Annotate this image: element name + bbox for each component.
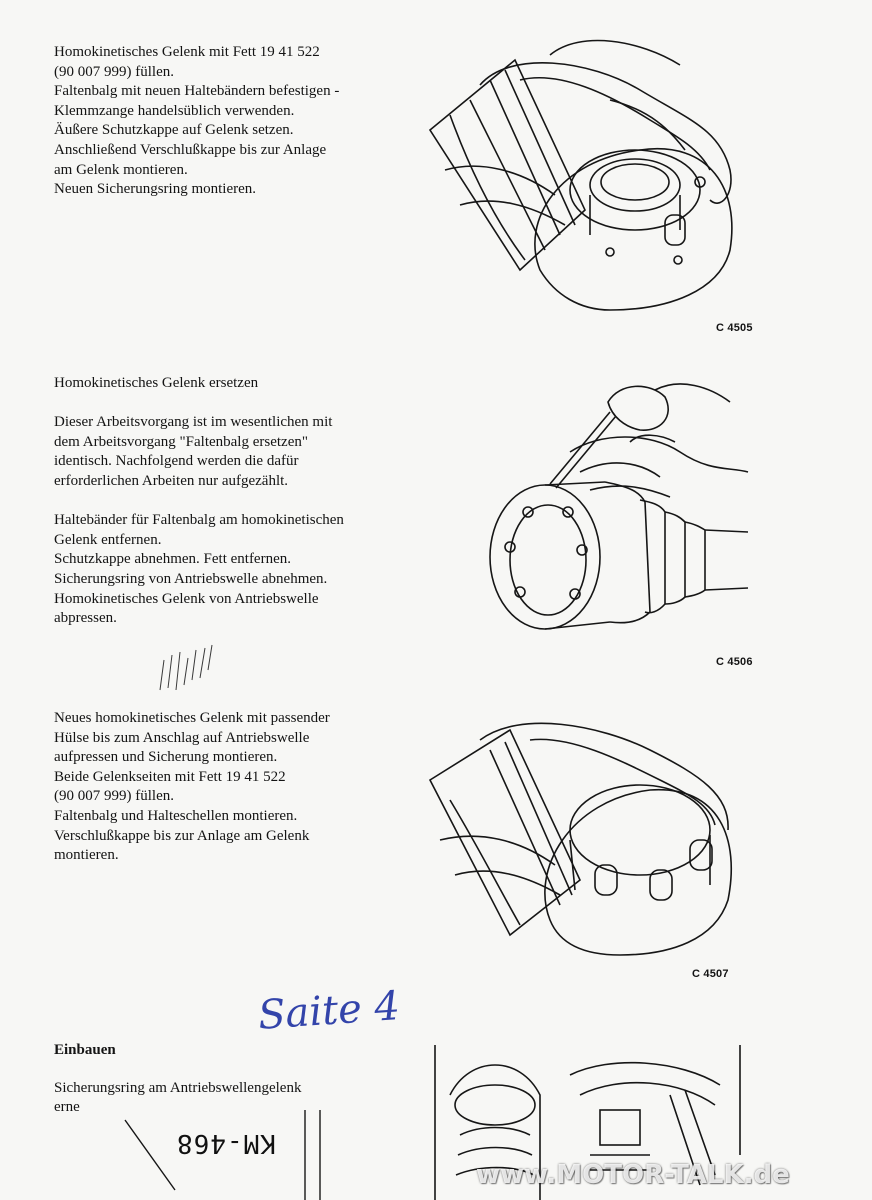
text-line: montieren.	[54, 847, 119, 864]
watermark: www.MOTOR-TALK.de	[476, 1160, 790, 1190]
figure-caption: C 4507	[692, 968, 729, 980]
text-line: Beide Gelenkseiten mit Fett 19 41 522	[54, 768, 286, 785]
text-line: Hülse bis zum Anschlag auf Antriebswelle	[54, 729, 310, 746]
figure-caption: C 4505	[716, 322, 753, 334]
figure-c4506	[480, 372, 750, 652]
section-2-text	[54, 374, 344, 629]
text-line: abpressen.	[54, 610, 117, 627]
text-line: Äußere Schutzkappe auf Gelenk setzen.	[54, 122, 294, 139]
section-heading: Homokinetisches Gelenk ersetzen	[54, 375, 259, 391]
text-line: dem Arbeitsvorgang "Faltenbalg ersetzen"	[54, 433, 308, 450]
text-line: Anschließend Verschlußkappe bis zur Anlage	[54, 141, 327, 158]
section-3-text	[54, 709, 330, 866]
figure-c4507	[410, 700, 750, 970]
text-line: Gelenk entfernen.	[54, 531, 162, 548]
text-line: Homokinetisches Gelenk mit Fett 19 41 522	[54, 44, 320, 60]
text-line: Faltenbalg mit neuen Haltebändern befestigen -	[54, 83, 340, 100]
pen-scribble	[150, 640, 220, 700]
text-line: erne	[54, 1099, 80, 1116]
text-line: identisch. Nachfolgend werden die dafür	[54, 453, 299, 470]
text-line: Sicherungsring von Antriebswelle abnehmen.	[54, 570, 328, 587]
section-heading: Einbauen	[54, 1042, 116, 1058]
figure-c4505	[410, 20, 750, 320]
stamp-lines	[95, 1110, 335, 1200]
text-line: (90 007 999) füllen.	[54, 63, 174, 80]
text-line: erforderlichen Arbeiten nur aufgezählt.	[54, 472, 289, 489]
text-line: Dieser Arbeitsvorgang ist im wesentlichen mit	[54, 414, 333, 431]
text-line: Neuen Sicherungsring montieren.	[54, 181, 257, 198]
text-line: Homokinetisches Gelenk von Antriebswelle	[54, 590, 319, 607]
figure-caption: C 4506	[716, 656, 753, 668]
text-line: am Gelenk montieren.	[54, 161, 188, 178]
text-line: Neues homokinetisches Gelenk mit passender	[54, 710, 330, 726]
text-line: Sicherungsring am Antriebswellengelenk	[54, 1079, 302, 1096]
stamp: KM-468	[176, 1128, 276, 1158]
text-line: aufpressen und Sicherung montieren.	[54, 749, 278, 766]
text-line: Faltenbalg und Halteschellen montieren.	[54, 807, 298, 824]
text-line: Haltebänder für Faltenbalg am homokinetischen	[54, 512, 344, 529]
text-line: Verschlußkappe bis zur Anlage am Gelenk	[54, 827, 310, 844]
handwritten-page-note: Saite 4	[256, 983, 402, 1039]
text-line: Schutzkappe abnehmen. Fett entfernen.	[54, 551, 291, 568]
text-line: (90 007 999) füllen.	[54, 788, 174, 805]
section-4-text	[54, 1041, 301, 1118]
text-line: Klemmzange handelsüblich verwenden.	[54, 102, 295, 119]
section-1-text	[54, 43, 339, 200]
